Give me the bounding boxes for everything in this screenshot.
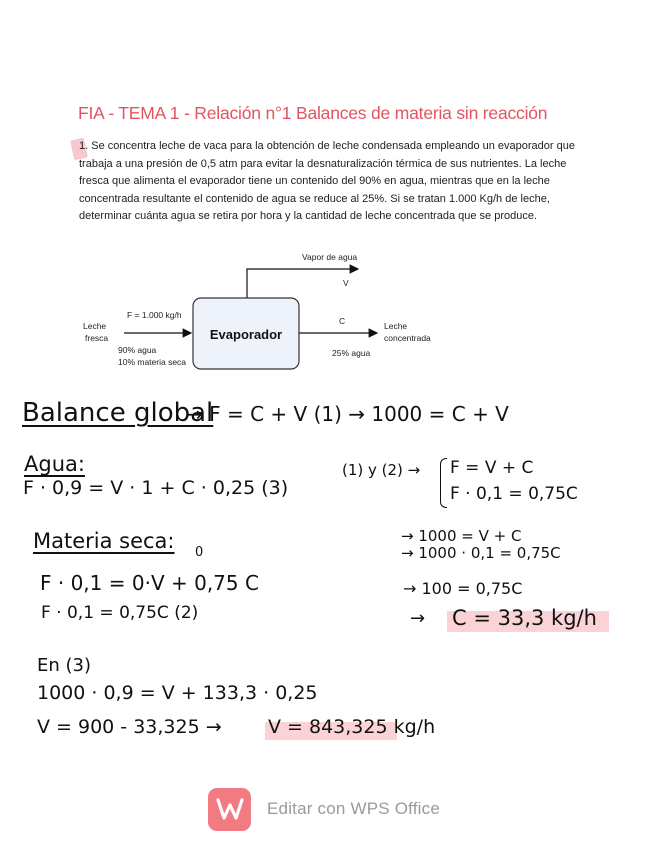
agua-label: Agua: <box>24 452 85 476</box>
problem-statement: 1. Se concentra leche de vaca para la obtención de leche condensada empleando un evaporador que trabaja a una presión de 0,5 atm para evitar la desnaturalización térmica de sus nutrientes. La leche fresca que alimenta el evaporador tiene un contenido del 90% en agua, mientras que en la leche concentrada resultante el contenido de agua se reduce al 25%. Si se tratan 1.000 Kg/h de leche, determinar cuánta agua se retira por hora y la cantidad de leche concentrada que se produce. <box>79 140 575 223</box>
c-label: C <box>339 316 346 326</box>
result-v: V = 843,325 kg/h <box>268 716 436 738</box>
vapor-stream-arrow <box>247 269 358 298</box>
en-3-label: En (3) <box>37 655 91 676</box>
wps-logo-icon[interactable] <box>208 788 251 831</box>
evaporator-diagram <box>70 248 450 376</box>
system-brace <box>440 458 447 508</box>
wps-edit-label[interactable]: Editar con WPS Office <box>267 799 441 818</box>
balance-global-equation: → F = C + V (1) → 1000 = C + V <box>186 402 509 426</box>
feed-comp-2: 10% materia seca <box>118 357 187 367</box>
result-c: C = 33,3 kg/h <box>452 606 597 630</box>
wps-w-glyph-icon <box>216 797 244 821</box>
feed-in-label-2: fresca <box>85 333 109 343</box>
wps-edit-banner[interactable] <box>208 787 440 831</box>
vapor-label: Vapor de agua <box>302 252 358 262</box>
out-label-1: Leche <box>384 321 408 331</box>
substitution-line: 1000 · 0,9 = V + 133,3 · 0,25 <box>37 682 318 704</box>
step-4-arrow: → <box>410 608 426 629</box>
step-3: → 100 = 0,75C <box>403 579 523 598</box>
balance-global-label: Balance global <box>22 398 214 428</box>
page-title: FIA - TEMA 1 - Relación n°1 Balances de materia sin reacción <box>78 103 548 123</box>
materia-seca-zero-mark: 0 <box>195 545 204 560</box>
materia-seca-equation: F · 0,1 = 0·V + 0,75 C <box>40 571 259 595</box>
feed-comp-1: 90% agua <box>118 345 157 355</box>
system-equation-2: F · 0,1 = 0,75C <box>450 484 578 504</box>
system-equation-1: F = V + C <box>450 458 534 478</box>
step-2: → 1000 · 0,1 = 0,75C <box>401 544 561 562</box>
feed-in-label-1: Leche <box>83 321 107 331</box>
v-label: V <box>343 278 349 288</box>
evaporator-label: Evaporador <box>209 327 283 342</box>
step-1: → 1000 = V + C <box>401 527 522 545</box>
system-reference: (1) y (2) → <box>342 461 421 479</box>
out-label-2: concentrada <box>384 333 431 343</box>
v-calculation: V = 900 - 33,325 → <box>37 716 222 738</box>
out-comp: 25% agua <box>332 348 371 358</box>
agua-equation: F · 0,9 = V · 1 + C · 0,25 (3) <box>23 477 289 499</box>
materia-seca-equation-2: F · 0,1 = 0,75C (2) <box>41 603 199 623</box>
feed-label: F = 1.000 kg/h <box>127 310 182 320</box>
materia-seca-label: Materia seca: <box>33 529 175 553</box>
